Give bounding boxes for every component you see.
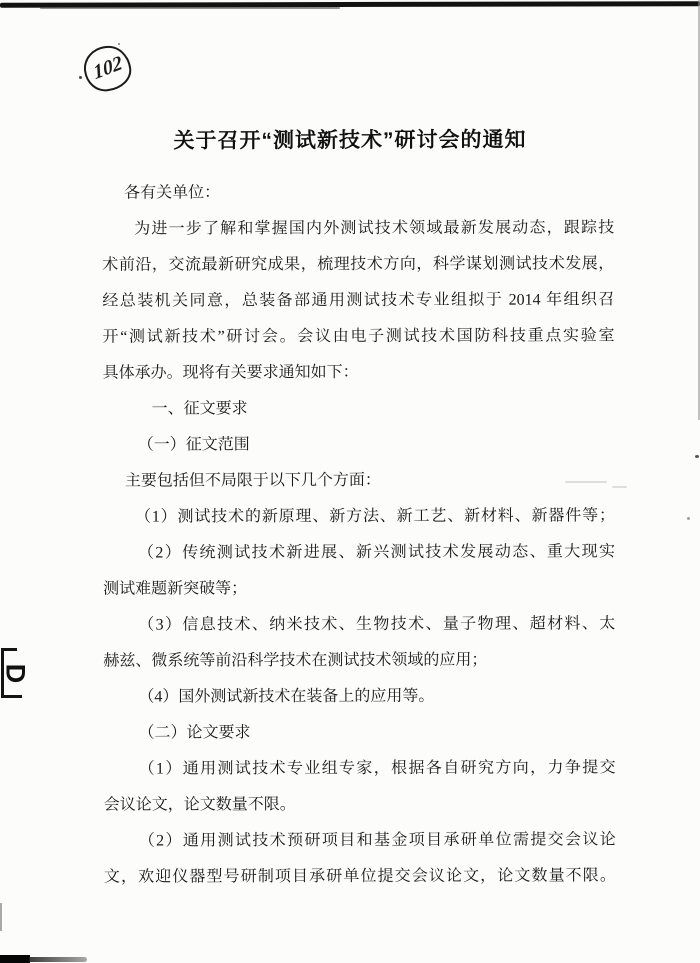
body-line-11: 测试难题新突破等； <box>103 580 248 598</box>
edge-mark-d <box>0 648 30 698</box>
scan-left-edge-mark <box>0 903 2 931</box>
body-line-5: 具体承办。现将有关要求通知如下： <box>102 364 359 382</box>
handwritten-number-text: 102 <box>90 51 124 85</box>
body-line-0: 各有关单位： <box>124 184 221 202</box>
body-line-10: （2）传统测试技术新进展、新兴测试技术发展动态、重大现实 <box>138 543 616 562</box>
page-title: 关于召开“测试新技术”研讨会的通知 <box>173 128 527 153</box>
handwritten-circled-number <box>81 43 133 93</box>
edge-mark-tick <box>1 695 22 698</box>
scan-top-edge-line-secondary <box>40 7 340 9</box>
document-body <box>102 174 616 895</box>
body-line-9: （1）测试技术的新原理、新方法、新工艺、新材料、新器件等； <box>134 507 615 526</box>
edge-mark-glyph: D <box>0 663 31 683</box>
body-line-15: （二）论文要求 <box>138 724 251 742</box>
body-line-12: （3）信息技术、纳米技术、生物技术、量子物理、超材料、太 <box>138 615 616 634</box>
body-line-19: 文，欢迎仪器型号研制项目承研单位提交会议论文，论文数量不限。 <box>103 867 616 886</box>
body-line-7: （一）征文范围 <box>137 436 250 454</box>
body-line-1: 为进一步了解和掌握国内外测试技术领域最新发展动态，跟踪技 <box>134 219 615 238</box>
scan-bottom-left-streak <box>29 957 87 962</box>
body-line-13: 赫兹、微系统等前沿科学技术在测试技术领域的应用； <box>103 651 488 670</box>
ink-speck <box>79 76 82 79</box>
body-line-2: 术前沿，交流最新研究成果，梳理技术方向，科学谋划测试技术发展， <box>102 255 615 274</box>
body-line-17: 会议论文，论文数量不限。 <box>103 796 296 814</box>
body-line-4: 开“测试新技术”研讨会。会议由电子测试技术国防科技重点实验室 <box>102 327 615 346</box>
scan-bottom-left-mark <box>0 955 30 963</box>
body-line-16: （1）通用测试技术专业组专家，根据各自研究方向，力争提交 <box>138 759 616 778</box>
body-line-3: 经总装机关同意，总装备部通用测试技术专业组拟于 2014 年组织召 <box>102 291 615 310</box>
ink-speck <box>687 517 690 520</box>
body-line-18: （2）通用测试技术预研项目和基金项目承研单位需提交会议论 <box>138 831 616 850</box>
body-line-8: 主要包括但不局限于以下几个方面： <box>124 471 381 490</box>
body-line-6: 一、征文要求 <box>151 400 248 418</box>
ink-speck <box>118 43 120 45</box>
ink-speck <box>695 455 699 458</box>
body-line-14: （4）国外测试新技术在装备上的应用等。 <box>138 687 435 706</box>
edge-mark-tick <box>1 648 17 651</box>
